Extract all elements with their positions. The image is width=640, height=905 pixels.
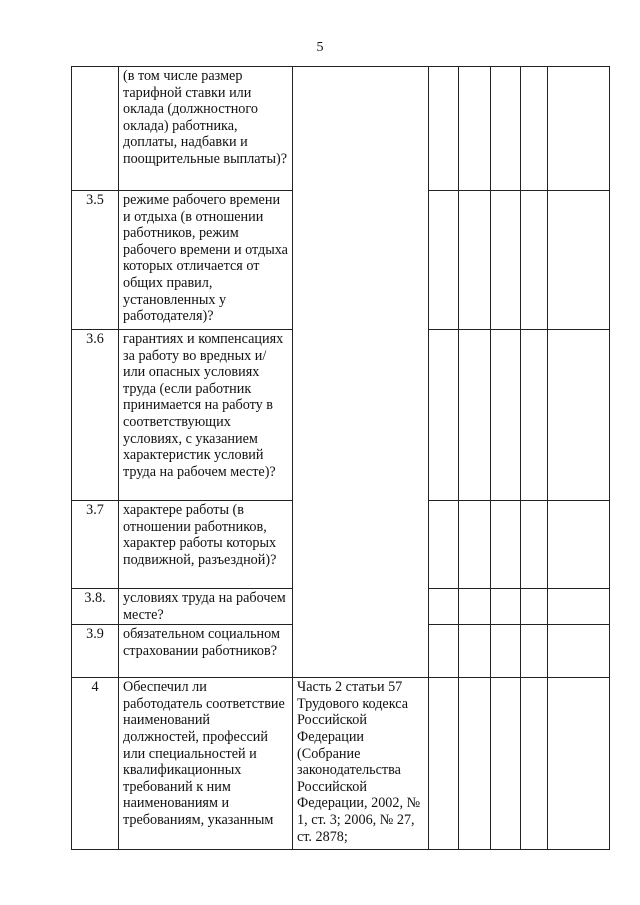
- requirement-text: (в том числе размер тарифной ставки или оклада (должностного оклада) работника, доплаты, надбавки и поощрительные выплаты)?: [119, 67, 293, 191]
- row-number: 3.8.: [72, 589, 119, 625]
- answer-cell-no[interactable]: [459, 67, 491, 191]
- legal-reference-cell: [293, 67, 429, 678]
- requirement-text: обязательном социальном страховании работников?: [119, 625, 293, 678]
- notes-cell[interactable]: [548, 191, 610, 330]
- answer-cell-extra[interactable]: [521, 191, 548, 330]
- requirement-text: Обеспечил ли работодатель соответствие наименований должностей, профессий или специальностей и квалификационных требований к ним наименованиям и требованиям, указанным: [119, 678, 293, 850]
- answer-cell-yes[interactable]: [429, 501, 459, 589]
- answer-cell-not-applicable[interactable]: [491, 625, 521, 678]
- checklist-table: [71, 66, 610, 850]
- answer-cell-not-applicable[interactable]: [491, 589, 521, 625]
- answer-cell-not-applicable[interactable]: [491, 678, 521, 850]
- answer-cell-extra[interactable]: [521, 330, 548, 501]
- answer-cell-yes[interactable]: [429, 678, 459, 850]
- row-number: 3.9: [72, 625, 119, 678]
- answer-cell-no[interactable]: [459, 625, 491, 678]
- requirement-text: характере работы (в отношении работников, характер работы которых подвижной, разъездной)?: [119, 501, 293, 589]
- notes-cell[interactable]: [548, 589, 610, 625]
- table-row: [72, 678, 610, 850]
- answer-cell-extra[interactable]: [521, 589, 548, 625]
- answer-cell-yes[interactable]: [429, 589, 459, 625]
- answer-cell-not-applicable[interactable]: [491, 67, 521, 191]
- answer-cell-no[interactable]: [459, 589, 491, 625]
- requirement-text: режиме рабочего времени и отдыха (в отношении работников, режим рабочего времени и отдыха которых отличается от общих правил, установленных у работодателя)?: [119, 191, 293, 330]
- answer-cell-extra[interactable]: [521, 67, 548, 191]
- answer-cell-not-applicable[interactable]: [491, 330, 521, 501]
- answer-cell-extra[interactable]: [521, 678, 548, 850]
- answer-cell-yes[interactable]: [429, 625, 459, 678]
- answer-cell-no[interactable]: [459, 678, 491, 850]
- notes-cell[interactable]: [548, 678, 610, 850]
- answer-cell-not-applicable[interactable]: [491, 191, 521, 330]
- answer-cell-extra[interactable]: [521, 625, 548, 678]
- notes-cell[interactable]: [548, 67, 610, 191]
- answer-cell-not-applicable[interactable]: [491, 501, 521, 589]
- legal-reference-text: Часть 2 статьи 57 Трудового кодекса Российской Федерации (Собрание законодательства Российской Федерации, 2002, № 1, ст. 3; 2006, № 27, ст. 2878;: [293, 678, 429, 850]
- table-row: [72, 67, 610, 191]
- notes-cell[interactable]: [548, 501, 610, 589]
- notes-cell[interactable]: [548, 330, 610, 501]
- answer-cell-no[interactable]: [459, 330, 491, 501]
- page-number: 5: [316, 40, 324, 55]
- answer-cell-yes[interactable]: [429, 67, 459, 191]
- requirement-text: гарантиях и компенсациях за работу во вредных и/или опасных условиях труда (если работник принимается на работу в соответствующих условиях, с указанием характеристик условий труда на рабочем месте)?: [119, 330, 293, 501]
- row-number: [72, 67, 119, 191]
- answer-cell-no[interactable]: [459, 191, 491, 330]
- row-number: 3.5: [72, 191, 119, 330]
- row-number: 3.7: [72, 501, 119, 589]
- notes-cell[interactable]: [548, 625, 610, 678]
- answer-cell-no[interactable]: [459, 501, 491, 589]
- answer-cell-yes[interactable]: [429, 330, 459, 501]
- row-number: 3.6: [72, 330, 119, 501]
- answer-cell-yes[interactable]: [429, 191, 459, 330]
- requirement-text: условиях труда на рабочем месте?: [119, 589, 293, 625]
- answer-cell-extra[interactable]: [521, 501, 548, 589]
- row-number: 4: [72, 678, 119, 850]
